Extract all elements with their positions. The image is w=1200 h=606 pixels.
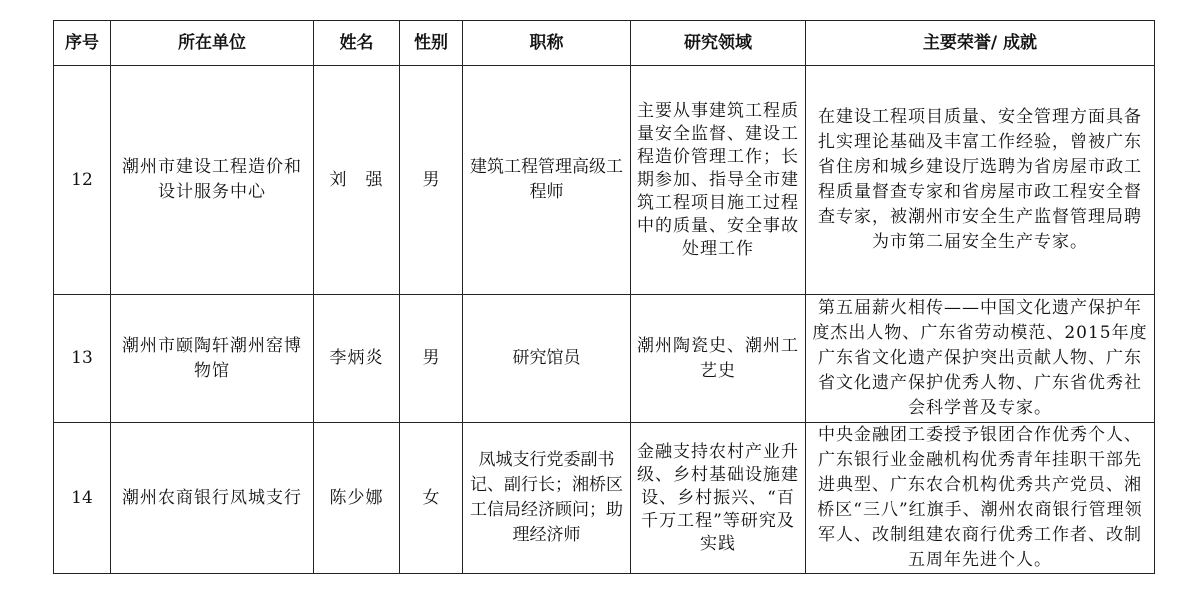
cell-gender: 男 bbox=[400, 295, 463, 423]
cell-field: 金融支持农村产业升级、乡村基础设施建设、乡村振兴、“百千万工程”等研究及实践 bbox=[631, 423, 806, 574]
header-field: 研究领域 bbox=[631, 21, 806, 66]
header-honors: 主要荣誉/ 成就 bbox=[806, 21, 1155, 66]
table-row bbox=[54, 295, 1155, 423]
header-unit: 所在单位 bbox=[111, 21, 314, 66]
header-name: 姓名 bbox=[314, 21, 400, 66]
table-body bbox=[54, 66, 1155, 574]
cell-gender: 男 bbox=[400, 66, 463, 295]
header-gender: 性别 bbox=[400, 21, 463, 66]
cell-honors: 在建设工程项目质量、安全管理方面具备扎实理论基础及丰富工作经验，曾被广东省住房和城乡建设厅选聘为省房屋市政工程质量督查专家和省房屋市政工程安全督查专家，被潮州市安全生产监督管理局聘为市第二届安全生产专家。 bbox=[806, 66, 1155, 295]
cell-name: 刘 强 bbox=[314, 66, 400, 295]
cell-id: 14 bbox=[54, 423, 111, 574]
cell-honors: 中央金融团工委授予银团合作优秀个人、广东银行业金融机构优秀青年挂职干部先进典型、广东农合机构优秀共产党员、湘桥区“三八”红旗手、潮州农商银行管理领军人、改制组建农商行优秀工作者、改制五周年先进个人。 bbox=[806, 423, 1155, 574]
cell-unit: 潮州市颐陶轩潮州窑博物馆 bbox=[111, 295, 314, 423]
cell-title: 研究馆员 bbox=[463, 295, 631, 423]
header-row bbox=[54, 21, 1155, 66]
table-row bbox=[54, 66, 1155, 295]
cell-title: 凤城支行党委副书记、副行长；湘桥区工信局经济顾问；助理经济师 bbox=[463, 423, 631, 574]
cell-unit: 潮州农商银行凤城支行 bbox=[111, 423, 314, 574]
cell-field: 潮州陶瓷史、潮州工艺史 bbox=[631, 295, 806, 423]
header-id: 序号 bbox=[54, 21, 111, 66]
cell-title: 建筑工程管理高级工程师 bbox=[463, 66, 631, 295]
table-row bbox=[54, 423, 1155, 574]
cell-honors: 第五届薪火相传——中国文化遗产保护年度杰出人物、广东省劳动模范、2015年度广东省文化遗产保护突出贡献人物、广东省文化遗产保护优秀人物、广东省优秀社会科学普及专家。 bbox=[806, 295, 1155, 423]
cell-id: 13 bbox=[54, 295, 111, 423]
expert-table bbox=[53, 20, 1155, 574]
cell-name: 陈少娜 bbox=[314, 423, 400, 574]
cell-name: 李炳炎 bbox=[314, 295, 400, 423]
cell-unit: 潮州市建设工程造价和设计服务中心 bbox=[111, 66, 314, 295]
header-title: 职称 bbox=[463, 21, 631, 66]
cell-field: 主要从事建筑工程质量安全监督、建设工程造价管理工作；长期参加、指导全市建筑工程项目施工过程中的质量、安全事故处理工作 bbox=[631, 66, 806, 295]
table-header bbox=[54, 21, 1155, 66]
cell-gender: 女 bbox=[400, 423, 463, 574]
cell-id: 12 bbox=[54, 66, 111, 295]
